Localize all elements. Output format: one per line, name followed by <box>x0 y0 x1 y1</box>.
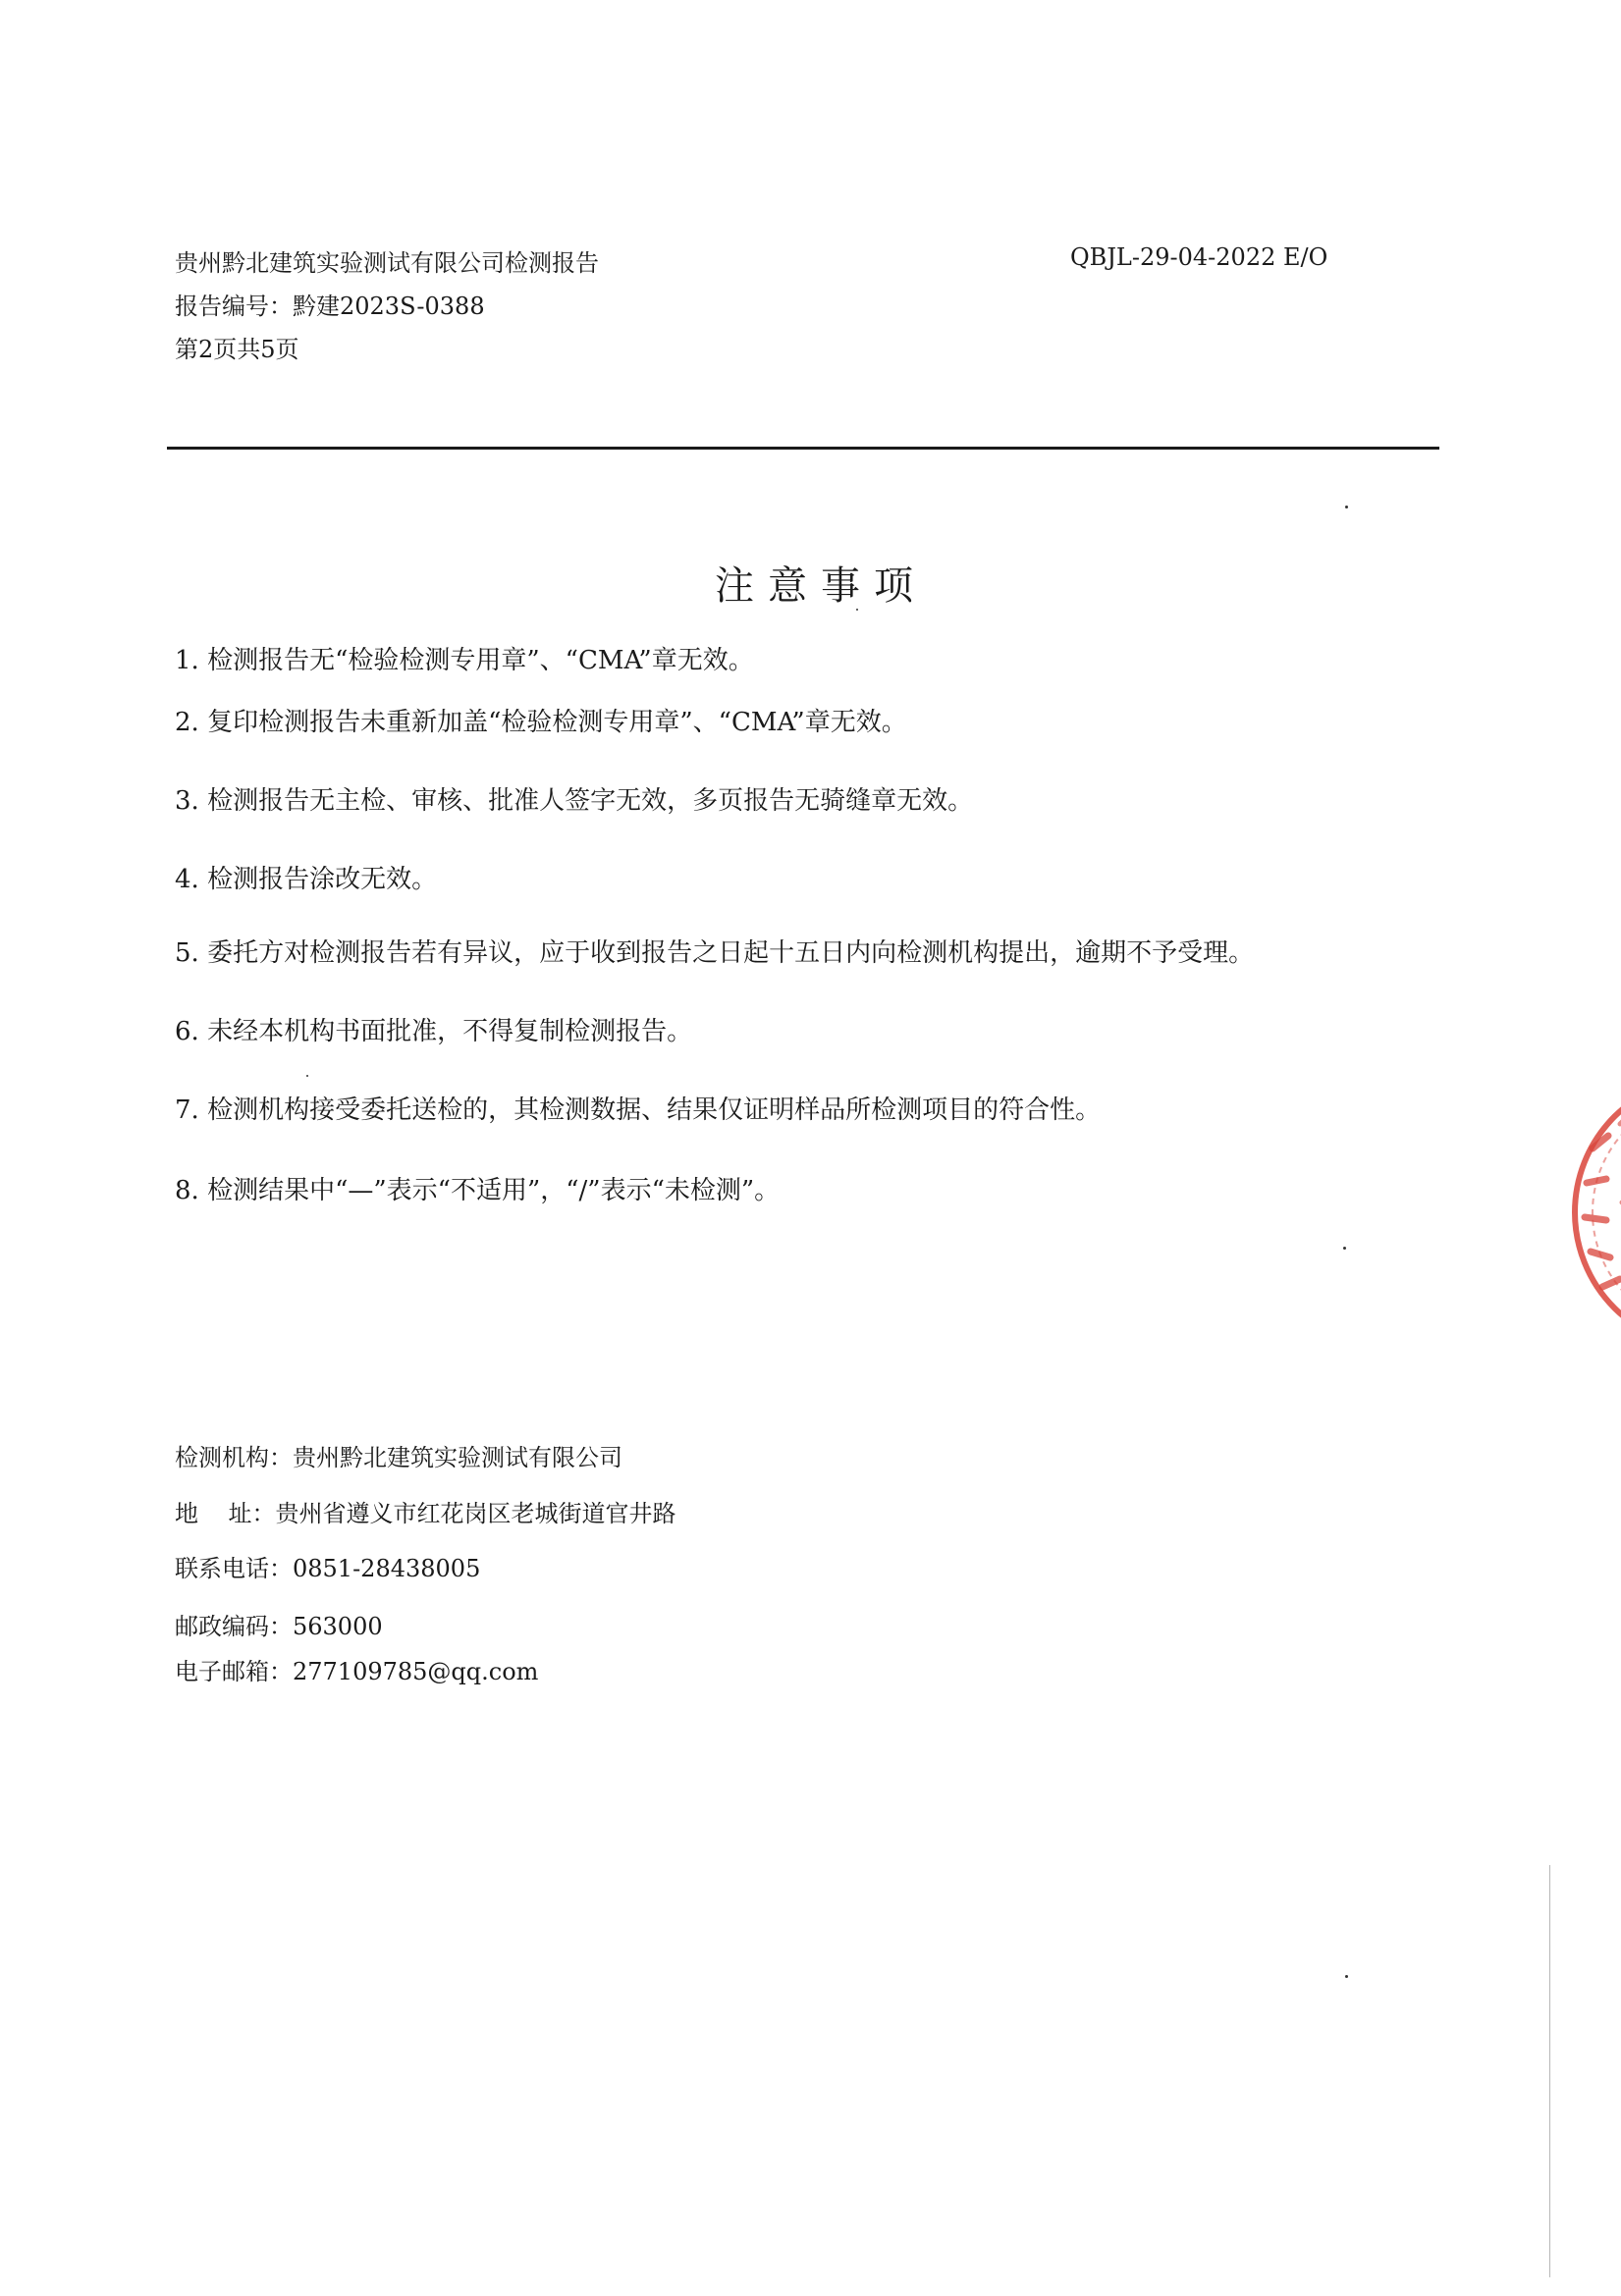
note-item-1: 1. 检测报告无“检验检测专用章”、“CMA”章无效。 <box>175 646 754 675</box>
note-item-4: 4. 检测报告涂改无效。 <box>175 865 438 894</box>
postal-code: 邮政编码：563000 <box>175 1613 383 1640</box>
contact-phone: 联系电话：0851-28438005 <box>175 1555 481 1582</box>
page-info: 第2页共5页 <box>175 336 299 363</box>
scan-noise-dot <box>856 609 858 611</box>
note-item-6: 6. 未经本机构书面批准，不得复制检测报告。 <box>175 1017 693 1046</box>
report-number: 报告编号：黔建2023S-0388 <box>175 293 485 320</box>
note-item-5: 5. 委托方对检测报告若有异议，应于收到报告之日起十五日内向检测机构提出，逾期不予受理。 <box>175 938 1255 968</box>
official-seal-stamp <box>1563 1055 1621 1369</box>
page-title: 注意事项 <box>715 563 927 609</box>
note-item-8: 8. 检测结果中“—”表示“不适用”，“/”表示“未检测”。 <box>175 1176 781 1205</box>
company-report-title: 贵州黔北建筑实验测试有限公司检测报告 <box>175 249 599 277</box>
scan-noise-dot <box>306 1075 308 1077</box>
note-item-2: 2. 复印检测报告未重新加盖“检验检测专用章”、“CMA”章无效。 <box>175 708 907 737</box>
scan-noise-dot <box>1345 506 1348 508</box>
email-address: 电子邮箱：277109785@qq.com <box>175 1658 539 1685</box>
document-code: QBJL-29-04-2022 E/O <box>1070 243 1328 271</box>
address: 地 址：贵州省遵义市红花岗区老城街道官井路 <box>175 1500 676 1527</box>
note-item-7: 7. 检测机构接受委托送检的，其检测数据、结果仅证明样品所检测项目的符合性。 <box>175 1095 1102 1125</box>
note-item-3: 3. 检测报告无主检、审核、批准人签字无效，多页报告无骑缝章无效。 <box>175 786 974 816</box>
header-divider <box>167 447 1439 450</box>
scan-noise-dot <box>1343 1247 1346 1250</box>
scan-edge-line <box>1549 1865 1550 2277</box>
scan-noise-dot <box>1345 1975 1348 1978</box>
testing-organization: 检测机构：贵州黔北建筑实验测试有限公司 <box>175 1444 622 1471</box>
